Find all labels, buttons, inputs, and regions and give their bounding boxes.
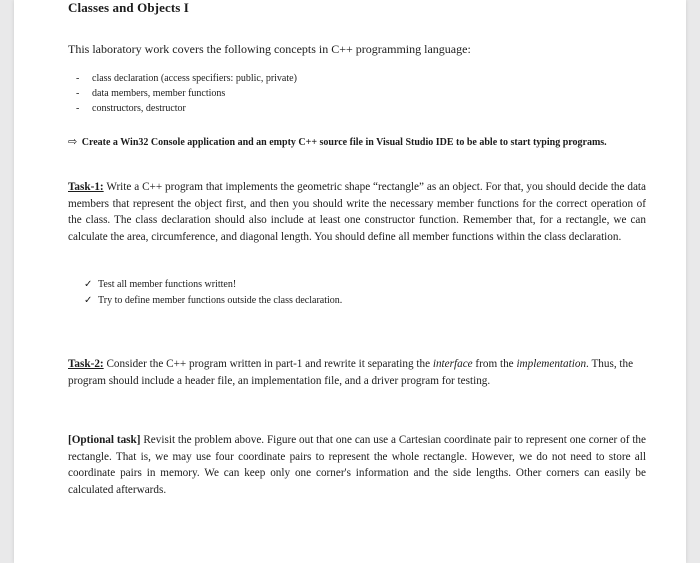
- checklist-text: Try to define member functions outside the class declaration.: [98, 295, 343, 306]
- optional-task-paragraph: [68, 432, 646, 498]
- optional-task-text: Revisit the problem above. Figure out that one can use a Cartesian coordinate pair to represent one corner of the rectangle. That is, we may use four coordinate pairs to represent the whole rectangle. However, we do not need to store all coordinate pairs in memory. We can keep only one corner's information and the side lengths. Other corners can easily be calculated afterwards.: [68, 434, 646, 496]
- implementation-word: implementation: [516, 358, 587, 370]
- task2-text-after: . Thus, the program should include a header file, an implementation file, and a driver program for testing.: [68, 358, 634, 387]
- page-title: Classes and Objects I: [68, 0, 189, 15]
- task2-label: Task-2:: [68, 358, 104, 370]
- checklist-text: Test all member functions written!: [98, 279, 237, 290]
- checklist: [84, 277, 342, 309]
- instruction-text: Create a Win32 Console application and an empty C++ source file in Visual Studio IDE to be able to start typing programs.: [81, 137, 607, 148]
- list-item: [76, 86, 297, 101]
- concept-text: constructors, destructor: [92, 103, 186, 114]
- concept-text: data members, member functions: [92, 88, 226, 99]
- task2-text-before: Consider the C++ program written in part-1 and rewrite it separating the: [103, 358, 433, 370]
- task1-text: Write a C++ program that implements the geometric shape “rectangle” as an object. For that, you should decide the data members that represent the object first, and then you should write the necessary member functions for the correct operation of the class. The class declaration should also include at least one constructor function. Remember that, for a rectangle, we can calculate the area, circumference, and diagonal length. You should define all member functions within the class declaration.: [68, 181, 646, 243]
- intro-paragraph: This laboratory work covers the following concepts in C++ programming language:: [68, 42, 471, 56]
- concept-text: class declaration (access specifiers: public, private): [92, 73, 297, 84]
- interface-word: interface: [432, 358, 473, 370]
- document-page: [14, 0, 686, 563]
- list-item: [84, 277, 342, 293]
- list-item: [84, 293, 342, 309]
- task2-text-middle: from the: [472, 358, 517, 370]
- optional-task-label: [Optional task]: [68, 434, 141, 446]
- list-item: [76, 71, 297, 86]
- concepts-list: [76, 71, 297, 116]
- task2-paragraph: [68, 356, 648, 389]
- instruction-line: [68, 135, 607, 148]
- dash-bullet: -: [76, 73, 80, 84]
- dash-bullet: -: [76, 103, 80, 114]
- dash-bullet: -: [76, 88, 80, 99]
- task1-paragraph: [68, 179, 646, 245]
- checkmark-icon: ✓: [84, 279, 93, 290]
- list-item: [76, 101, 297, 116]
- arrow-right-icon: ⇨: [68, 135, 78, 148]
- checkmark-icon: ✓: [84, 295, 93, 306]
- task1-label: Task-1:: [68, 181, 104, 193]
